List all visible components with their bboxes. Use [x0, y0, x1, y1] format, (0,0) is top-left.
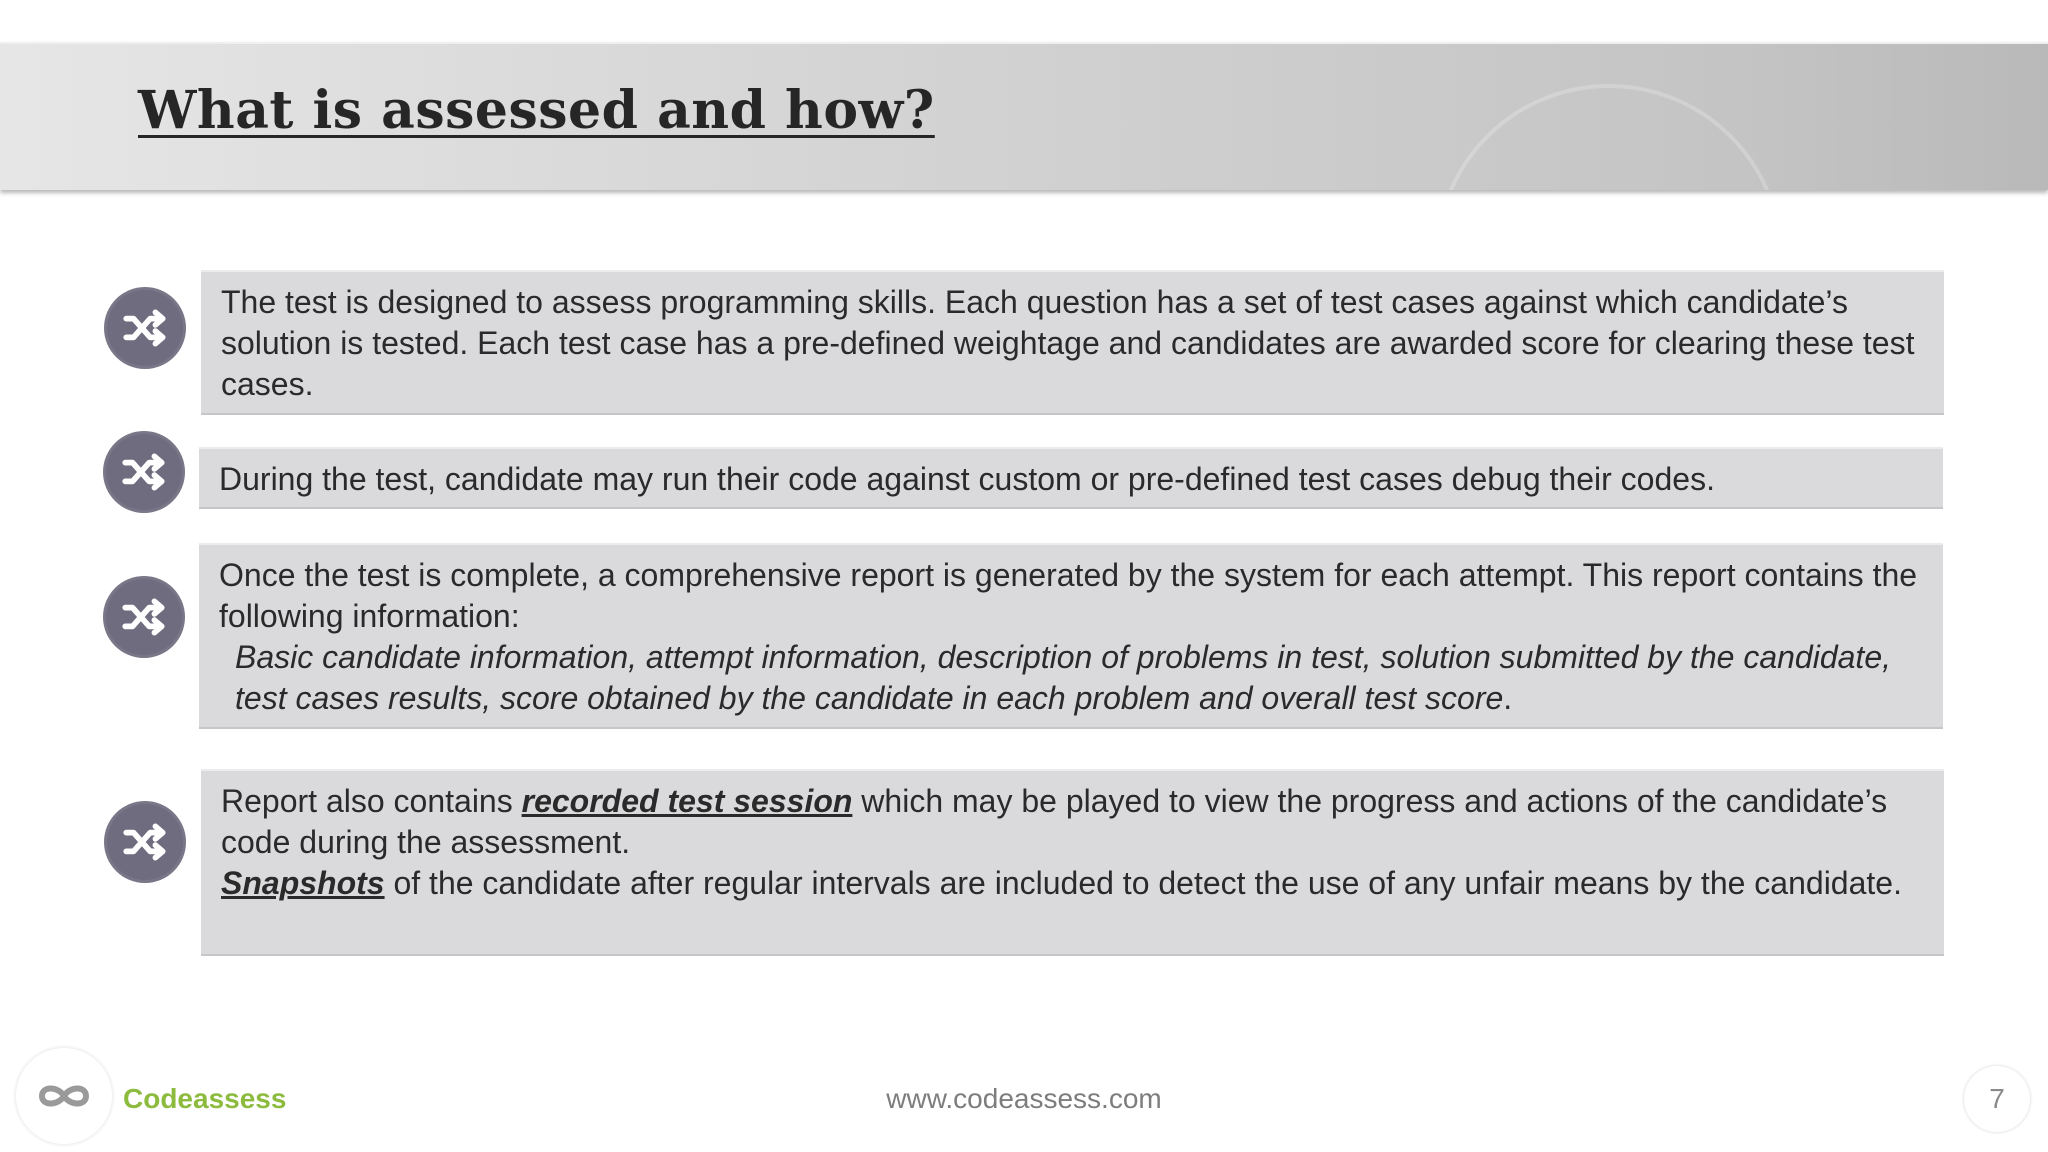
- shuffle-icon: [104, 801, 186, 883]
- bullet-text: The test is designed to assess programming skills. Each question has a set of test cases against which candidate’s solution is tested. Each test case has a pre-defined weightage and candidates are awarded score for clearing these test cases.: [221, 284, 1915, 402]
- bullet-box-2: [199, 447, 1943, 509]
- bullet-box-1: [201, 270, 1944, 415]
- bullet-text: Report also contains: [221, 783, 522, 819]
- snapshots-emphasis: Snapshots: [221, 865, 385, 901]
- report-details: [219, 637, 1923, 719]
- bullet-text: During the test, candidate may run their code against custom or pre-defined test cases debug their codes.: [219, 461, 1715, 497]
- bullet-text: of the candidate after regular intervals are included to detect the use of any unfair means by the candidate.: [384, 865, 1902, 901]
- shuffle-icon: [104, 287, 186, 369]
- bullet-paragraph-1: [221, 781, 1924, 863]
- website-url: www.codeassess.com: [886, 1083, 1162, 1114]
- shuffle-icon: [103, 431, 185, 513]
- bullet-intro: Once the test is complete, a comprehensive report is generated by the system for each attempt. This report contains the following information:: [219, 557, 1918, 634]
- bullet-paragraph-2: [221, 863, 1924, 904]
- report-details-period: .: [1503, 680, 1513, 716]
- brand-name: Codeassess: [123, 1083, 287, 1114]
- shuffle-icon: [103, 576, 185, 658]
- bullet-box-3: [199, 543, 1943, 729]
- bullet-box-4: [201, 769, 1944, 956]
- bullet-text: which may be played to view the progress and actions of the candidate’s code during the assessment.: [221, 783, 1888, 860]
- recorded-session-emphasis: recorded test session: [521, 783, 853, 819]
- decorative-arc: [1435, 84, 1783, 190]
- page-title: What is assessed and how?: [138, 80, 935, 141]
- page-number: 7: [1964, 1066, 2030, 1132]
- report-details-text: Basic candidate information, attempt information, description of problems in test, solution submitted by the candidate, test cases results, score obtained by the candidate in each problem and overall test score: [235, 639, 1891, 716]
